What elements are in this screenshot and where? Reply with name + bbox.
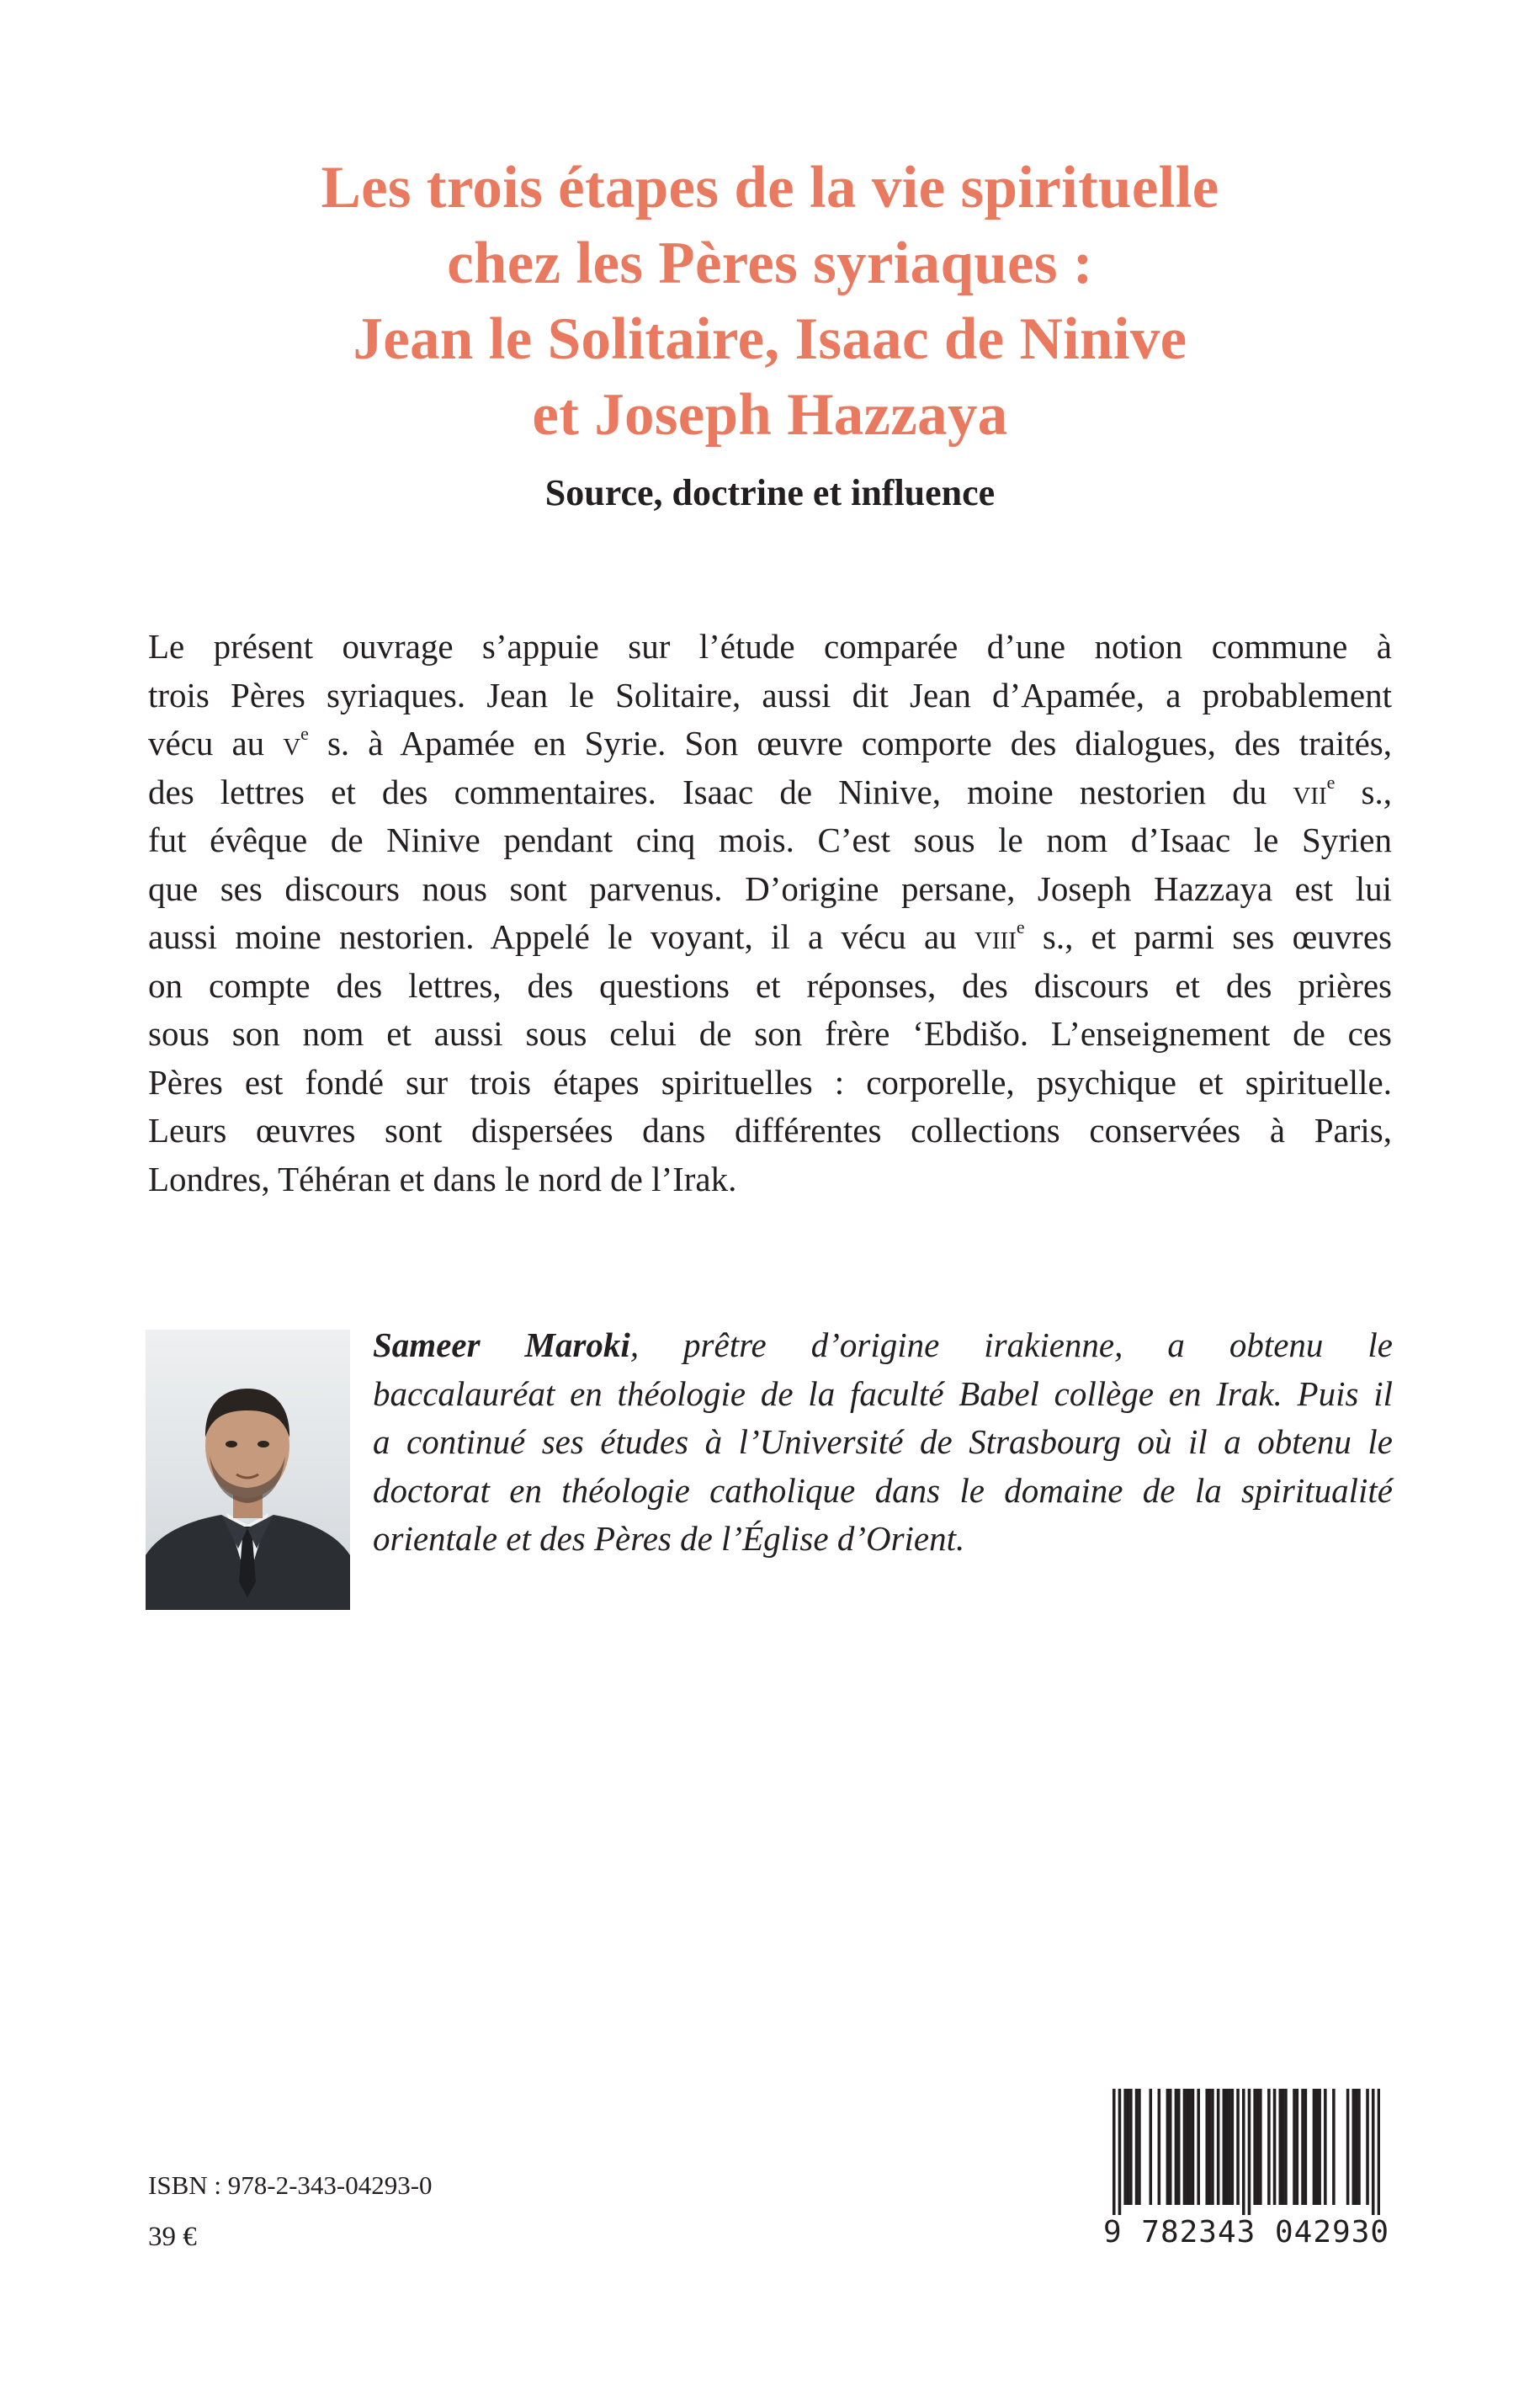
barcode-bar xyxy=(1175,2089,1178,2205)
barcode-bar xyxy=(1357,2089,1361,2205)
summary-fragment: des lettres et des commentaires. Isaac de Ninive, moine nestorien du xyxy=(148,772,1293,811)
summary-line xyxy=(148,768,1392,817)
barcode-bar xyxy=(1113,2089,1116,2215)
barcode-bar xyxy=(1352,2089,1356,2205)
barcode-bar xyxy=(1135,2089,1139,2205)
century-superscript: e xyxy=(1326,771,1336,793)
author-name: Sameer Maroki xyxy=(373,1325,630,1364)
bio-line: a continué ses études à l’Université de Strasbourg où il a obtenu le xyxy=(373,1422,1393,1461)
summary-text xyxy=(148,623,1392,1203)
barcode-bar xyxy=(1372,2089,1375,2215)
barcode-digits: 9 782343 042930 xyxy=(1102,2215,1390,2250)
barcode-bar xyxy=(1217,2089,1220,2205)
century-superscript: e xyxy=(1016,916,1025,938)
barcode-bar xyxy=(1158,2089,1161,2205)
author-bio xyxy=(373,1321,1393,1564)
century-numeral: vii xyxy=(1293,772,1327,811)
barcode-bar xyxy=(1127,2089,1130,2205)
isbn-label: ISBN : 978-2-343-04293-0 xyxy=(148,2170,433,2200)
barcode-bar xyxy=(1293,2089,1296,2205)
bio-line: baccalauréat en théologie de la faculté Babel collège en Irak. Puis il xyxy=(373,1373,1393,1413)
summary-line: sous son nom et aussi sous celui de son frère ‘Ebdišo. L’enseignement de ces xyxy=(148,1014,1392,1053)
barcode-bar xyxy=(1129,2089,1133,2205)
barcode-bar xyxy=(1284,2089,1288,2205)
book-title-line: chez les Pères syriaques : xyxy=(447,231,1093,296)
summary-line: que ses discours nous sont parvenus. D’origine persane, Joseph Hazzaya est lui xyxy=(148,868,1392,908)
barcode-bar xyxy=(1192,2089,1195,2205)
barcode-bar xyxy=(1183,2089,1187,2205)
barcode-bar xyxy=(1177,2089,1181,2205)
barcode-bar xyxy=(1211,2089,1214,2205)
barcode-bar xyxy=(1313,2089,1316,2205)
barcode-bar xyxy=(1228,2089,1231,2205)
barcode-bar xyxy=(1304,2089,1308,2205)
barcode-bar xyxy=(1324,2089,1327,2205)
barcode-bar xyxy=(1236,2089,1240,2205)
century-numeral: v xyxy=(283,724,301,762)
author-portrait-icon xyxy=(146,1330,350,1610)
barcode-bar xyxy=(1150,2089,1153,2205)
summary-fragment: s., et parmi ses œuvres xyxy=(1024,917,1392,956)
barcode-bar xyxy=(1166,2089,1170,2205)
barcode-bar xyxy=(1208,2089,1212,2205)
barcode-bar xyxy=(1366,2089,1369,2205)
bio-fragment: , prêtre d’origine irakienne, a obtenu le xyxy=(629,1325,1393,1364)
bio-line xyxy=(373,1321,1393,1370)
summary-line: Leurs œuvres sont dispersées dans différentes collections conservées à Paris, xyxy=(148,1111,1392,1150)
summary-fragment: vécu au xyxy=(148,724,284,762)
barcode-bar xyxy=(1332,2089,1336,2205)
barcode-bar xyxy=(1318,2089,1321,2205)
summary-line: Londres, Téhéran et dans le nord de l’Irak. xyxy=(148,1159,737,1198)
barcode-bar xyxy=(1123,2089,1127,2205)
barcode-bar xyxy=(1231,2089,1235,2205)
barcode-bar xyxy=(1242,2089,1245,2215)
barcode-bar xyxy=(1205,2089,1208,2205)
barcode-bar xyxy=(1282,2089,1285,2205)
book-title-line: Jean le Solitaire, Isaac de Ninive xyxy=(353,306,1187,372)
barcode-bar xyxy=(1256,2089,1260,2205)
barcode-bar xyxy=(1296,2089,1299,2205)
summary-line: Pères est fondé sur trois étapes spirituelles : corporelle, psychique et spirituelle. xyxy=(148,1062,1392,1102)
book-title-line: Les trois étapes de la vie spirituelle xyxy=(321,155,1219,220)
barcode-bar xyxy=(1197,2089,1200,2205)
book-title-line: et Joseph Hazzaya xyxy=(532,382,1008,448)
summary-line xyxy=(148,720,1392,768)
summary-line: Le présent ouvrage s’appuie sur l’étude comparée d’une notion commune à xyxy=(148,627,1392,666)
summary-fragment: s. à Apamée en Syrie. Son œuvre comporte des dialogues, des traités, xyxy=(308,724,1393,762)
bio-line: doctorat en théologie catholique dans le domaine de la spiritualité xyxy=(373,1470,1393,1510)
barcode-bar xyxy=(1355,2089,1358,2205)
summary-fragment: s., xyxy=(1335,772,1392,811)
barcode-bar xyxy=(1248,2089,1251,2215)
barcode-bar xyxy=(1378,2089,1380,2215)
summary-line: trois Pères syriaques. Jean le Solitaire, aussi dit Jean d’Apamée, a probablement xyxy=(148,675,1392,714)
century-superscript: e xyxy=(300,723,309,744)
barcode-bar xyxy=(1188,2089,1192,2205)
book-title xyxy=(147,150,1393,453)
barcode-bar xyxy=(1225,2089,1229,2205)
summary-line xyxy=(148,913,1392,962)
summary-fragment: aussi moine nestorien. Appelé le voyant, il a vécu au xyxy=(148,917,974,956)
barcode-bar xyxy=(1186,2089,1189,2205)
summary-line: fut évêque de Ninive pendant cinq mois. C’est sous le nom d’Isaac le Syrien xyxy=(148,821,1392,859)
barcode-bar xyxy=(1278,2089,1282,2205)
author-photo xyxy=(146,1330,350,1610)
book-subtitle: Source, doctrine et influence xyxy=(544,472,996,513)
summary-line: on compte des lettres, des questions et réponses, des discours et des prières xyxy=(148,965,1392,1005)
barcode xyxy=(1099,2089,1394,2257)
barcode-bar xyxy=(1138,2089,1141,2205)
barcode-icon xyxy=(1113,2089,1380,2215)
barcode-bar xyxy=(1346,2089,1350,2205)
century-numeral: viii xyxy=(974,917,1017,956)
barcode-bar xyxy=(1169,2089,1172,2205)
barcode-bar xyxy=(1259,2089,1262,2205)
barcode-bar xyxy=(1253,2089,1256,2205)
price-label: 39 € xyxy=(148,2222,197,2252)
barcode-bar xyxy=(1315,2089,1319,2205)
barcode-bar xyxy=(1118,2089,1122,2215)
barcode-bar xyxy=(1273,2089,1277,2205)
barcode-bar xyxy=(1223,2089,1226,2205)
barcode-bar xyxy=(1267,2089,1271,2205)
barcode-bar xyxy=(1301,2089,1304,2205)
bio-line: orientale et des Pères de l’Église d’Orient. xyxy=(373,1519,965,1558)
